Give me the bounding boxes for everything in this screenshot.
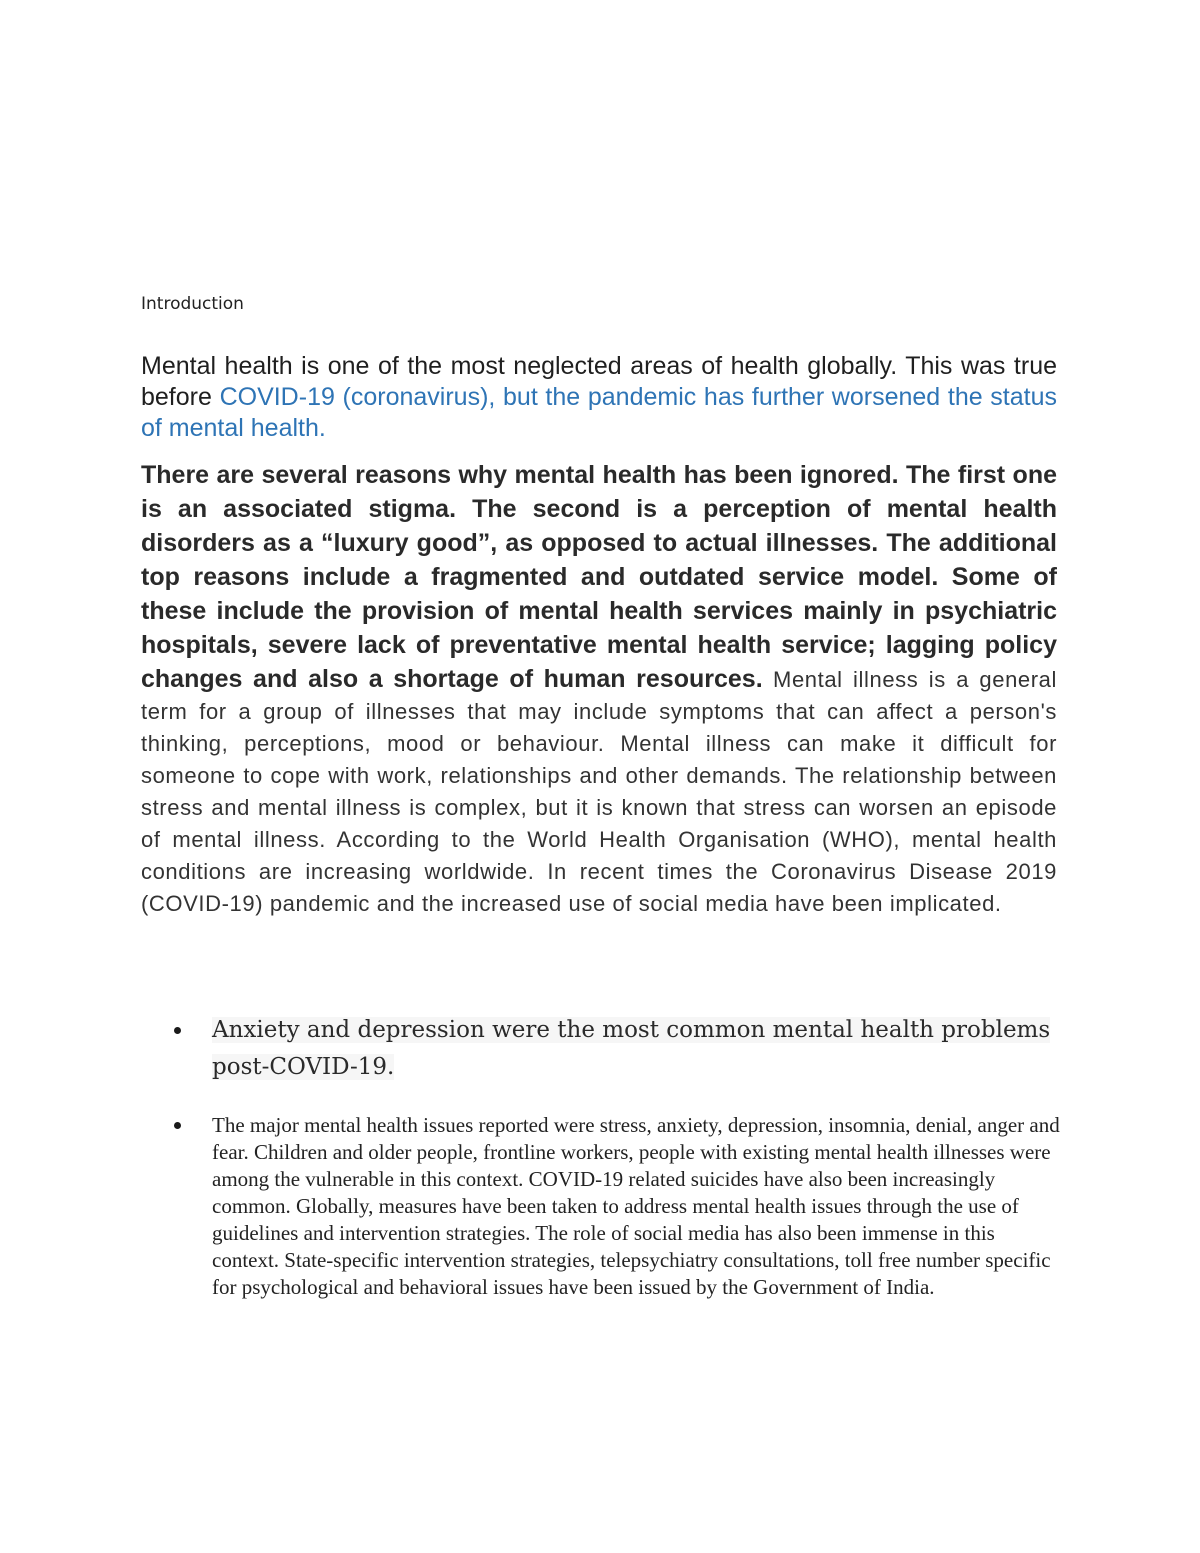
intro-paragraph — [141, 351, 1057, 444]
reasons-plain-text: Mental illness is a general term for a group of illnesses that may include symptoms that can affect a person's thinking, perceptions, mood or behaviour. Mental illness can make it difficult for someone to cope with work, relationships and other demands. The relationship between stress and mental illness is complex, but it is known that stress can worsen an episode of mental illness. According to the World Health Organisation (WHO), mental health conditions are increasing worldwide. In recent times the Coronavirus Disease 2019 (COVID-19) pandemic and the increased use of social media have been implicated. — [141, 667, 1057, 916]
section-heading: Introduction — [141, 294, 244, 314]
bullet-icon — [174, 1027, 181, 1034]
document-body — [141, 293, 1057, 922]
reasons-paragraph — [141, 460, 1057, 922]
bullet-text: Anxiety and depression were the most common mental health problems post-COVID-19. — [212, 1017, 1051, 1080]
bullet-list — [170, 1012, 1060, 1301]
intro-text: Mental health is one of the most neglected areas of health globally. This was true before — [141, 352, 1057, 411]
list-item — [170, 1112, 1060, 1301]
list-item — [170, 1012, 1060, 1086]
bullet-icon — [174, 1122, 181, 1129]
covid-link[interactable]: COVID-19 (coronavirus), but the pandemic has further worsened the status of mental health. — [141, 383, 1057, 442]
reasons-bold-text: There are several reasons why mental health has been ignored. The first one is an associated stigma. The second is a perception of mental health disorders as a “luxury good”, as opposed to actual illnesses. The additional top reasons include a fragmented and outdated service model. Some of these include the provision of mental health services mainly in psychiatric hospitals, severe lack of preventative mental health service; lagging policy changes and also a shortage of human resources. — [141, 461, 1057, 693]
bullet-text: The major mental health issues reported were stress, anxiety, depression, insomnia, denial, anger and fear. Children and older people, frontline workers, people with existing mental health illnesses were among the vulnerable in this context. COVID-19 related suicides have also been increasingly common. Globally, measures have been taken to address mental health issues through the use of guidelines and intervention strategies. The role of social media has also been immense in this context. State-specific intervention strategies, telepsychiatry consultations, toll free number specific for psychological and behavioral issues have been issued by the Government of India. — [212, 1113, 1060, 1299]
